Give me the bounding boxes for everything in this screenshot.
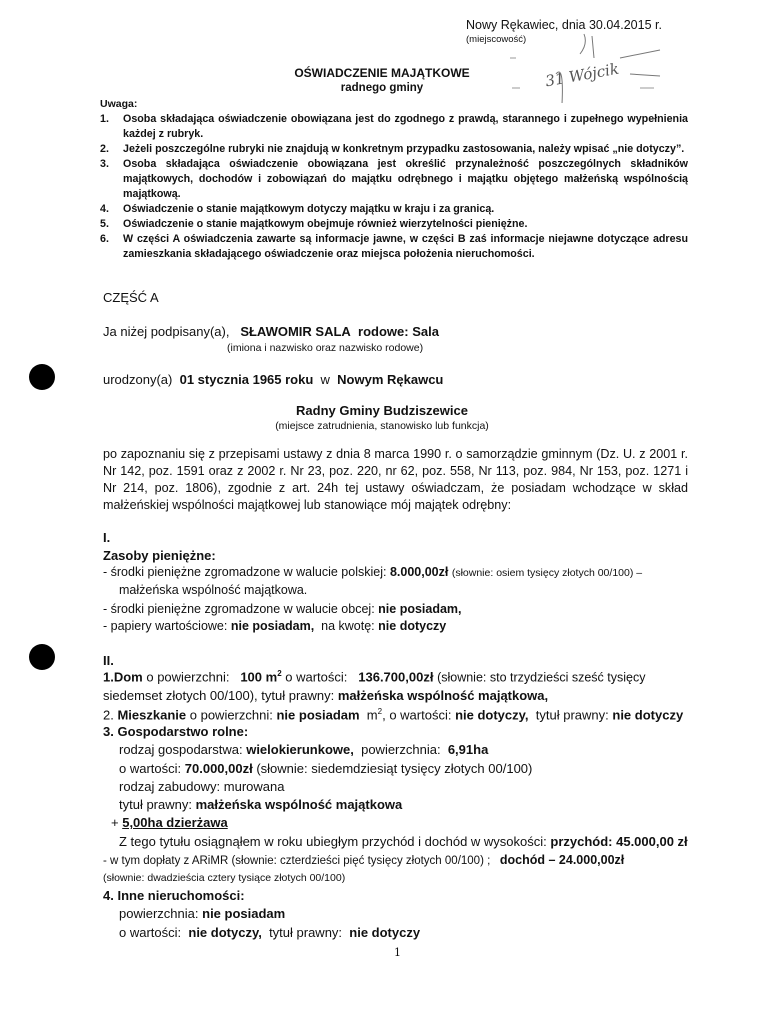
signer-hint: (imiona i nazwisko oraz nazwisko rodowe) <box>227 342 424 354</box>
registration-stamp-handwriting: 31 Wójcik <box>544 59 621 91</box>
section-1-heading: Zasoby pieniężne: <box>103 548 216 563</box>
house-line: 1.Dom o powierzchni: 100 $m^2$ o wartości: 136.700,00zł (słownie: sto trzydzieści sześć tysięcy <box>103 669 646 685</box>
born-line: urodzony(a) 01 stycznia 1965 roku w Nowym Rękawcu <box>103 372 444 387</box>
note-item: 5. Oświadczenie o stanie majątkowym obejmuje również wierzytelności pieniężne. <box>100 218 528 230</box>
place-date: Nowy Rękawiec, dnia 30.04.2015 r. <box>466 18 662 32</box>
cash-pln-line: - środki pieniężne zgromadzone w walucie polskiej: 8.000,00zł (słownie: osiem tysięcy złotych 00/100) – <box>103 565 643 579</box>
punch-hole-top <box>29 364 55 390</box>
signer-name: SŁAWOMIR SALA <box>240 324 351 339</box>
farm-title-line: tytuł prawny: małżeńska wspólność majątkowa <box>119 797 403 812</box>
other-property-value: o wartości: nie dotyczy, tytuł prawny: nie dotyczy <box>119 925 421 940</box>
signer-line: Ja niżej podpisany(a), SŁAWOMIR SALA rodowe: Sala <box>103 324 439 339</box>
other-property-area: powierzchnia: nie posiadam <box>119 906 286 921</box>
farm-income-line: Z tego tytułu osiągnąłem w roku ubiegłym przychód i dochód w wysokości: przychód: 45.000,00 zł <box>119 834 688 849</box>
note-item: 4. Oświadczenie o stanie majątkowym dotyczy majątku w kraju i za granicą. <box>100 203 495 215</box>
farm-lease-line: + 5,00ha dzierżawa <box>111 815 228 830</box>
section-2-roman: II. <box>103 653 114 668</box>
note-item: 3. Osoba składająca oświadczenie obowiązana jest określić przynależność poszczególnych składników majątkowych, dochodów i zobowiązań do majątku odrębnego i majątku objętego małżeńską wspólnością majątkową. <box>100 158 688 200</box>
place-label: (miejscowość) <box>466 34 527 45</box>
farm-buildings-line: rodzaj zabudowy: murowana <box>119 779 285 794</box>
house-line-2: siedemset złotych 00/100), tytuł prawny: małżeńska wspólność majątkowa, <box>103 688 549 703</box>
document-subtitle: radnego gminy <box>340 82 424 94</box>
securities-line: - papiery wartościowe: nie posiadam, na kwotę: nie dotyczy <box>103 619 447 633</box>
note-item: 2. Jeżeli poszczególne rubryki nie znajdują w konkretnym przypadku zastosowania, należy wpisać „nie dotyczy”. <box>100 143 685 155</box>
other-property-heading: 4. Inne nieruchomości: <box>103 888 245 903</box>
cash-pln-ownership: małżeńska wspólność majątkowa. <box>119 583 308 597</box>
document-title: OŚWIADCZENIE MAJĄTKOWE <box>294 66 470 80</box>
signer-family-name: rodowe: Sala <box>358 324 439 339</box>
note-item: 6. W części A oświadczenia zawarte są informacje jawne, w części B zaś informacje niejawne dotyczące adresu zamieszkania składającego oświadczenie oraz miejsca położenia nieruchomości. <box>100 233 688 260</box>
farm-income-words: (słownie: dwadzieścia cztery tysiące złotych 00/100) <box>103 872 346 884</box>
punch-hole-bottom <box>29 644 55 670</box>
note-item: 1. Osoba składająca oświadczenie obowiązana jest do zgodnego z prawdą, starannego i zupełnego wypełnienia każdej z rubryk. <box>100 113 688 140</box>
notes-list <box>100 112 688 262</box>
part-a-heading: CZĘŚĆ A <box>103 290 159 305</box>
section-1-roman: I. <box>103 530 111 545</box>
notes-heading: Uwaga: <box>100 98 138 110</box>
position-hint: (miejsce zatrudnienia, stanowisko lub funkcja) <box>275 420 489 432</box>
farm-type-line: rodzaj gospodarstwa: wielokierunkowe, powierzchnia: 6,91ha <box>119 742 489 757</box>
farm-value-line: o wartości: 70.000,00zł (słownie: siedemdziesiąt tysięcy złotych 00/100) <box>119 761 533 776</box>
statement: po zapoznaniu się z przepisami ustawy z dnia 8 marca 1990 r. o samorządzie gminnym (Dz. U. z 2001 r. Nr 142, poz. 1591 oraz z 2002 r. Nr 23, poz. 220, nr 62, poz. 558, Nr 113, poz. 984, Nr 153, poz. 1271 i Nr 214, poz. 1806), zgodnie z art. 24h tej ustawy oświadczam, że posiadam wchodzące w skład małżeńskiej wspólności majątkowej lub stanowiące mój majątek odrębny: <box>103 447 688 512</box>
page-number: 1 <box>394 946 401 959</box>
position: Radny Gminy Budziszewice <box>296 403 468 418</box>
apartment-line: 2. Mieszkanie o powierzchni: nie posiadam $m^2$, o wartości: nie dotyczy, tytuł prawny: nie dotyczy <box>103 707 684 723</box>
cash-foreign-line: - środki pieniężne zgromadzone w walucie obcej: nie posiadam, <box>103 602 462 616</box>
farm-heading: 3. Gospodarstwo rolne: <box>103 724 249 739</box>
farm-subsidy-line: - w tym dopłaty z ARiMR (słownie: czterdzieści pięć tysięcy złotych 00/100) ; dochód – 24.000,00zł <box>103 853 625 867</box>
